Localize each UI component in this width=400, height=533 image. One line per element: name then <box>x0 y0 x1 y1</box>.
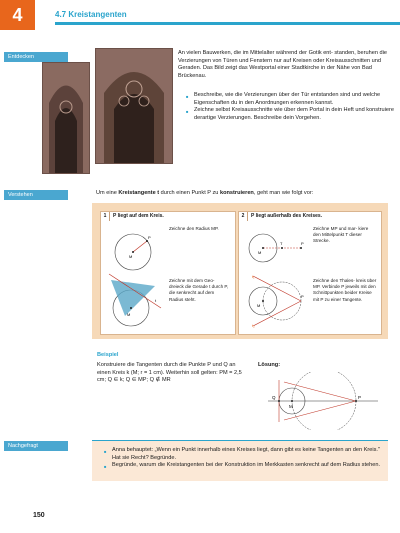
case1-diagram-top <box>107 224 167 274</box>
nachgefragt-bullets <box>104 447 390 470</box>
label-T: T <box>280 241 283 246</box>
construction-panel <box>92 203 388 339</box>
label-Q: Q <box>272 395 276 400</box>
case2-diagram-bottom <box>243 272 309 330</box>
label-t2: t₂ <box>252 323 255 328</box>
case2-diagram-top <box>243 224 309 272</box>
case2-header: 2 P liegt außerhalb des Kreises. <box>239 212 381 221</box>
solution-label: Lösung: <box>258 362 281 368</box>
section-title: 4.7 Kreistangenten <box>55 10 127 19</box>
label-M: M <box>129 254 133 259</box>
church-portal-photo-left <box>42 62 90 174</box>
case1-card <box>100 211 236 335</box>
case1-header: 1 P liegt auf dem Kreis. <box>101 212 235 221</box>
chapter-number: 4 <box>0 0 35 30</box>
tag-verstehen: Verstehen <box>4 190 68 200</box>
label-P2: P <box>301 241 304 246</box>
page-number: 150 <box>33 512 45 519</box>
case1-step1: Zeichne den Radius MP. <box>169 226 219 231</box>
portal-illustration-right <box>96 49 172 163</box>
label-P3: P <box>301 294 304 299</box>
case2-step2: Zeichne den Thales- kreis über MP. Verbinde P jeweils mit den Schnittpunkten beider Kreise mit P zu einer Tangente. <box>313 278 377 302</box>
label-M4: M <box>257 303 261 308</box>
nachgefragt-bullet: ■ Begründe, warum die Kreistangenten bei der Konstruktion im Merkkasten senkrecht auf dem Radius stehen. <box>112 462 390 470</box>
label-M5: M <box>289 404 293 409</box>
portal-illustration-left <box>43 63 89 173</box>
header-rule <box>55 22 400 25</box>
case1-diagram-bottom <box>105 272 167 330</box>
label-M2: M <box>127 312 131 317</box>
case2-step1: Zeichne MP und mar- kiere den Mittelpunkt T dieser Strecke. <box>313 226 369 244</box>
church-portal-photo-right <box>95 48 173 164</box>
tag-nachgefragt: Nachgefragt <box>4 441 68 451</box>
tag-entdecken: Entdecken <box>4 52 68 62</box>
example-text: Konstruiere die Tangenten durch die Punkte P und Q an einen Kreis k (M; r = 1 cm). Weiterhin soll gelten: PM = 2,5 cm; Q ∈ k; Q ∈ MP; Q ∉ MR <box>97 362 242 384</box>
entdecken-bullet: ■ Zeichne selbst Kreisausschnitte wie über dem Portal in dein Heft und konstruiere derartige Verzierungen. Beschreibe dein Vorgehen. <box>194 107 394 122</box>
label-t: t <box>155 298 157 303</box>
entdecken-bullet: ■ Beschreibe, wie die Verzierungen über der Tür entstanden sind und welche Eigenschaften du in den Anordnungen erkennen kannst. <box>194 92 394 107</box>
entdecken-bullets <box>186 92 394 122</box>
label-t1: t₁ <box>252 274 255 279</box>
example-title: Beispiel <box>97 352 119 358</box>
label-P4: P <box>358 395 362 400</box>
label-P: P <box>148 235 151 240</box>
nachgefragt-bullet: ■ Anna behauptet: „Wenn ein Punkt innerhalb eines Kreises liegt, dann gibt es keine Tangenten an den Kreis." Hat sie Recht? Begründe. <box>112 447 390 462</box>
verstehen-intro: Um eine Kreistangente t durch einen Punkt P zu konstruieren, geht man wie folgt vor: <box>96 190 314 196</box>
entdecken-text: An vielen Bauwerken, die im Mittelalter während der Gotik ent- standen, beruhen die Verzierungen von Türen und Fenstern nur auf Kreisen oder Kreisausschnitten und Geraden. Das Bild zeigt das Westportal einer Stadtkirche in der Nähe von Bad Brückenau. <box>178 50 387 79</box>
nachgefragt-box <box>92 441 388 481</box>
example-solution-diagram <box>258 372 386 430</box>
label-M3: M <box>258 250 262 255</box>
case2-card <box>238 211 382 335</box>
case1-step2: Zeichne mit dem Geo- dreieck die Gerade t durch P, die senkrecht auf dem Radius steht. <box>169 278 229 302</box>
